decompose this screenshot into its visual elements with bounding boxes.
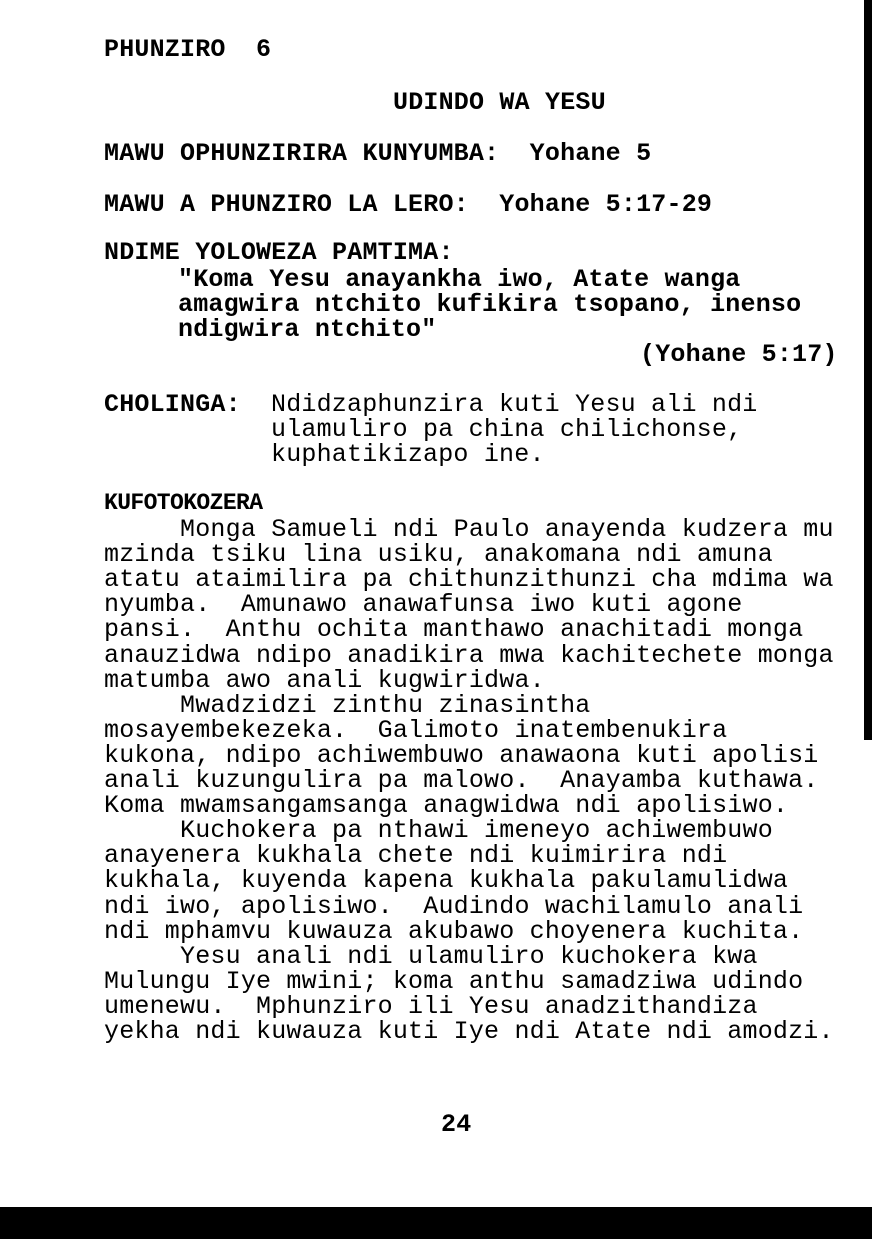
explanation-line: matumba awo anali kugwiridwa. xyxy=(104,665,545,695)
aim-line: Ndidzaphunzira kuti Yesu ali ndi xyxy=(271,390,758,419)
home-reading: MAWU OPHUNZIRIRA KUNYUMBA: Yohane 5 xyxy=(104,139,652,168)
explanation-line: atatu ataimilira pa chithunzithunzi cha mdima wa xyxy=(104,565,834,595)
page-title: UDINDO WA YESU xyxy=(393,88,606,117)
aim-line: ulamuliro pa china chilichonse, xyxy=(271,415,743,444)
lesson-reading: MAWU A PHUNZIRO LA LERO: Yohane 5:17-29 xyxy=(104,190,713,219)
explanation-line: pansi. Anthu ochita manthawo anachitadi monga xyxy=(104,615,804,645)
explanation-heading: KUFOTOKOZERA xyxy=(104,490,263,516)
explanation-line: mzinda tsiku lina usiku, anakomana ndi amuna xyxy=(104,540,773,570)
page-number: 24 xyxy=(441,1110,472,1139)
explanation-line: Koma mwamsangamsanga anagwidwa ndi apolisiwo. xyxy=(104,791,789,821)
memory-verse-line: amagwira ntchito kufikira tsopano, inenso xyxy=(178,290,802,319)
explanation-line: kukona, ndipo achiwembuwo anawaona kuti apolisi xyxy=(104,740,819,770)
lesson-label: PHUNZIRO 6 xyxy=(104,35,272,64)
explanation-line: mosayembekezeka. Galimoto inatembenukira xyxy=(104,715,728,745)
explanation-line: Kuchokera pa nthawi imeneyo achiwembuwo xyxy=(104,816,773,846)
memory-verse-label: NDIME YOLOWEZA PAMTIMA: xyxy=(104,238,454,267)
explanation-line: Yesu anali ndi ulamuliro kuchokera kwa xyxy=(104,941,758,971)
aim-label: CHOLINGA: xyxy=(104,390,241,419)
scan-edge-right xyxy=(864,0,872,740)
memory-verse-reference: (Yohane 5:17) xyxy=(640,340,838,369)
explanation-line: yekha ndi kuwauza kuti Iye ndi Atate ndi amodzi. xyxy=(104,1017,834,1046)
explanation-line: umenewu. Mphunziro ili Yesu anadzithandiza xyxy=(104,991,758,1021)
explanation-line: anayenera kukhala chete ndi kuimirira ndi xyxy=(104,841,728,871)
memory-verse-line: "Koma Yesu anayankha iwo, Atate wanga xyxy=(178,265,741,294)
memory-verse-line: ndigwira ntchito" xyxy=(178,315,437,344)
aim-line: kuphatikizapo ine. xyxy=(271,440,545,469)
explanation-line: Mulungu Iye mwini; koma anthu samadziwa udindo xyxy=(104,966,804,996)
explanation-line: ndi mphamvu kuwauza akubawo choyenera kuchita. xyxy=(104,916,804,946)
explanation-line: ndi iwo, apolisiwo. Audindo wachilamulo anali xyxy=(104,891,804,921)
explanation-line: Mwadzidzi zinthu zinasintha xyxy=(104,690,591,720)
explanation-line: anali kuzungulira pa malowo. Anayamba kuthawa. xyxy=(104,766,819,795)
explanation-line: kukhala, kuyenda kapena kukhala pakulamulidwa xyxy=(104,866,789,896)
explanation-line: Monga Samueli ndi Paulo anayenda kudzera mu xyxy=(104,515,834,544)
explanation-line: anauzidwa ndipo anadikira mwa kachitechete monga xyxy=(104,640,834,670)
explanation-line: nyumba. Amunawo anawafunsa iwo kuti agone xyxy=(104,590,743,620)
scan-edge-bottom xyxy=(0,1207,872,1239)
